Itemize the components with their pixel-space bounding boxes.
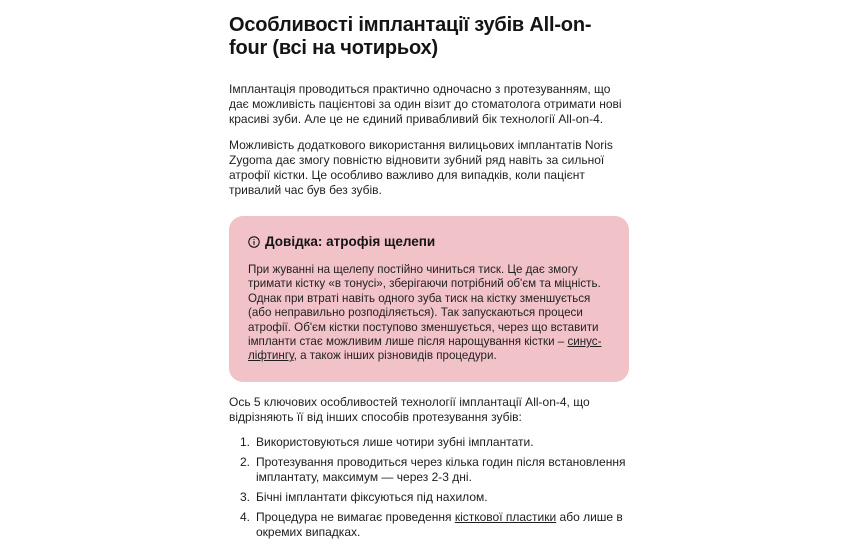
list-item bbox=[229, 435, 629, 450]
zygoma-paragraph: Можливість додаткового використання вилицьових імплантатів Noris Zygoma дає змогу повністю відновити зубний ряд навіть за сильної атрофії кістки. Це особливо важливо для випадків, коли пацієнт тривалий час був без зубів. bbox=[229, 138, 613, 197]
features-intro-paragraph: Ось 5 ключових особливостей технології імплантації All-on-4, що відрізняють її від інших способів протезування зубів: bbox=[229, 394, 590, 424]
article bbox=[229, 0, 629, 545]
callout-text-end: , а також інших різновидів процедури. bbox=[293, 349, 497, 363]
list-item-text-part: Процедура не вимагає проведення bbox=[256, 509, 455, 524]
callout-header bbox=[248, 234, 609, 250]
intro-paragraph: Імплантація проводиться практично одночасно з протезуванням, що дає можливість пацієнтові за один візит до стоматолога отримати нові красиві зуби. Але це не єдиний привабливий бік технології All-on-4. bbox=[229, 82, 622, 126]
list-item bbox=[229, 490, 629, 505]
list-item-text: Використовуються лише чотири зубні імплантати. bbox=[256, 434, 534, 449]
list-item-text-end: або лише в окремих випадках. bbox=[256, 509, 623, 539]
article-title: Особливості імплантації зубів All-on-four (всі на чотирьох) bbox=[229, 14, 592, 59]
callout-text-part: При жуванні на щелепу постійно чиниться тиск. Це дає змогу тримати кістку «в тонусі», зберігаючи потрібний об'єм та міцність. Однак при втраті навіть одного зуба тиск на кістку зменшується (або неправильно розподіляється). Так запускаються процеси атрофії. Об'єм кістки поступово зменшується, через що вставити імпланти стає можливим лише після нарощування кістки – bbox=[248, 263, 601, 349]
features-list bbox=[229, 435, 629, 540]
list-item-number: 3. bbox=[240, 489, 251, 504]
sinus-lifting-link[interactable]: синус-ліфтингу bbox=[248, 335, 602, 363]
info-icon bbox=[248, 236, 260, 248]
list-item-number: 1. bbox=[240, 434, 251, 449]
list-item bbox=[229, 455, 629, 485]
bone-grafting-link[interactable]: кісткової пластики bbox=[454, 509, 557, 524]
callout-title: Довідка: атрофія щелепи bbox=[265, 234, 436, 249]
list-item-number: 4. bbox=[240, 509, 251, 524]
list-item-text bbox=[256, 510, 629, 540]
list-item-text: Бічні імплантати фіксуються під нахилом. bbox=[256, 489, 488, 504]
callout-text bbox=[248, 263, 609, 364]
list-item bbox=[229, 510, 629, 540]
list-item-text: Протезування проводиться через кілька годин після встановлення імплантату, максимум — через 2-3 дні. bbox=[256, 454, 626, 484]
info-callout bbox=[229, 216, 629, 382]
list-item-number: 2. bbox=[240, 454, 251, 469]
